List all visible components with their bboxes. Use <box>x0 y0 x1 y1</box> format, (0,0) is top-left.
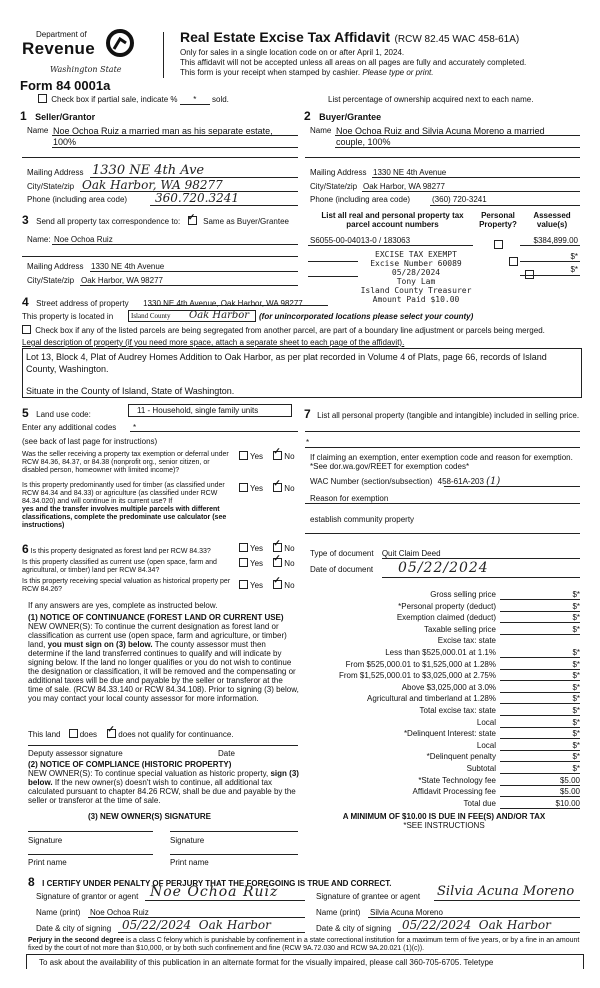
timber-yes-checkbox[interactable] <box>239 483 248 492</box>
does-not-qualify-checkbox[interactable] <box>107 729 116 738</box>
see-instructions: *SEE INSTRUCTIONS <box>403 821 485 830</box>
located-in-label: This property is located in <box>22 312 114 321</box>
current-use-question: Is this property classified as current use (open space, farm and agricultural, or timber) land per RCW 84.34? <box>22 559 217 574</box>
tax-row-value[interactable]: $* <box>500 764 580 774</box>
tax-row-value[interactable]: $* <box>500 741 580 751</box>
current-use-no-checkbox[interactable] <box>273 558 282 567</box>
assessed-value-1[interactable]: $384,899.00 <box>533 236 578 245</box>
notice-compliance-text: NEW OWNER(S): To continue special valuation as historic property, sign (3) below. If the new owner(s) doesn't wish to continue, all additional tax calculated pursuant to chapter 84.26 RCW, shall be due and payable by the seller or transferor at the time of sale. <box>28 769 299 805</box>
document-date[interactable]: 05/22/2024 <box>398 560 489 576</box>
tax-row-value[interactable]: $* <box>500 613 580 623</box>
city-hand[interactable]: Oak Harbor <box>189 310 250 321</box>
seller-mailing[interactable]: 1330 NE 4th Ave <box>92 163 205 178</box>
tax-row <box>300 717 580 729</box>
tax-row-label: *Delinquent penalty <box>426 752 496 762</box>
header-note-1: Only for sales in a single location code on or after April 1, 2024. <box>180 48 405 57</box>
timber-yes-no: Yes ✓ No <box>239 483 295 493</box>
tax-row-label: Local <box>476 717 496 727</box>
seller-phone[interactable]: 360.720.3241 <box>155 191 239 205</box>
tax-row <box>300 693 580 705</box>
deputy-signature-label: Deputy assessor signature <box>28 749 123 758</box>
grantee-date-city-label: Date & city of signing <box>316 924 392 933</box>
exemption-intro: If claiming an exemption, enter exemption code and reason for exemption. *See dor.wa.gov/REET for exemption codes* <box>310 453 573 471</box>
buyer-phone[interactable]: (360) 720-3241 <box>432 195 487 204</box>
corr-name-label: Name: <box>27 235 51 244</box>
tax-row-value[interactable]: $* <box>500 590 580 600</box>
tax-row <box>300 763 580 775</box>
tax-row-value[interactable]: $5.00 <box>500 776 580 786</box>
tax-row-label: Local <box>476 740 496 750</box>
forest-question: 6 Is this property designated as forest land per RCW 84.33? <box>22 542 211 556</box>
tax-row-label: Exemption claimed (deduct) <box>396 613 496 623</box>
tax-row <box>300 705 580 717</box>
corr-city[interactable]: Oak Harbor, WA 98277 <box>81 276 163 285</box>
if-yes-note: If any answers are yes, complete as instructed below. <box>28 601 218 610</box>
tax-row-value[interactable]: $5.00 <box>500 787 580 797</box>
assessed-value-2[interactable]: $* <box>570 252 578 261</box>
owner-signature-label-1: Signature <box>28 836 63 845</box>
buyer-name-label: Name <box>310 126 332 135</box>
parcel-col-header: List all real and personal property tax parcel account numbers <box>321 211 464 229</box>
logo-department: Department of <box>36 30 87 39</box>
tax-row-label: *Personal property (deduct) <box>398 601 496 611</box>
grantor-date-city-label: Date & city of signing <box>36 924 112 933</box>
buyer-name-2[interactable]: couple, 100% <box>336 137 391 147</box>
owner-print-name-label-2: Print name <box>170 858 209 867</box>
buyer-city-label: City/State/zip <box>310 182 358 191</box>
tax-correspondence-heading: 3 Send all property tax correspondence to: ✓ Same as Buyer/Grantee <box>22 211 289 229</box>
tax-row <box>300 728 580 740</box>
grantee-name-print[interactable]: Silvia Acuna Moreno <box>370 908 443 917</box>
tax-row-value[interactable]: $* <box>500 694 580 704</box>
tax-row-label: Total excise tax: state <box>419 706 496 715</box>
tax-row-label: From $1,525,000.01 to $3,025,000 at 2.75% <box>338 671 496 681</box>
seller-mailing-label: Mailing Address <box>27 168 84 177</box>
tax-row-value[interactable]: $* <box>500 683 580 693</box>
buyer-name[interactable]: Noe Ochoa Ruiz and Silvia Acuna Moreno a married <box>336 126 545 136</box>
parcel-number-1[interactable]: S6055-00-04013-0 / 183063 <box>310 236 411 245</box>
tax-row-value[interactable]: $* <box>500 718 580 728</box>
tax-row-label: Gross selling price <box>430 590 496 599</box>
grantee-date-city[interactable]: 05/22/2024 Oak Harbor <box>402 918 551 932</box>
footer-text: To ask about the availability of this publication in an alternate format for the visually impaired, please call 360-705-6705. Teletype <box>39 958 494 967</box>
buyer-mailing[interactable]: 1330 NE 4th Avenue <box>373 168 447 177</box>
corr-mailing-label: Mailing Address <box>27 262 84 271</box>
document-date-label: Date of document <box>310 565 374 574</box>
exemption-question: Was the seller receiving a property tax exemption or deferral under RCW 84.36, 84.37, or 84.38 (nonprofit org., senior citizen, or disabled person, homeowner with limited income)? <box>22 451 229 474</box>
notice-continuance-text: NEW OWNER(S): To continue the current designation as forest land or classification as current use (open space, farm and agriculture, or timber) land, you must sign on (3) below. The county assessor must then determine if the land transferred continues to qualify and will indicate by signing below. If the land no longer qualifies or you do not wish to continue the designation or classification, it will be removed and the compensating or additional taxes will be due and payable by the seller or transferor at the time of sale. (RCW 84.33.140 or RCW 84.34.108). Prior to signing (3) below, you may contact your local county assessor for more information. <box>28 622 299 703</box>
notice-compliance-title: (2) NOTICE OF COMPLIANCE (HISTORIC PROPERTY) <box>28 760 232 769</box>
grantee-signature[interactable]: Silvia Acuna Moreno <box>437 884 575 899</box>
tax-row-label: From $525,000.01 to $1,525,000 at 1.28% <box>345 659 496 669</box>
tax-row <box>300 601 580 613</box>
grantor-name-label: Name (print) <box>36 908 81 917</box>
minimum-due-note: A MINIMUM OF $10.00 IS DUE IN FEE(S) AND/OR TAX <box>342 812 546 821</box>
corr-name[interactable]: Noe Ochoa Ruiz <box>54 235 113 244</box>
property-street: 4 Street address of property 1330 NE 4th Avenue, Oak Harbor, WA 98277 <box>22 295 303 309</box>
tax-row <box>300 612 580 624</box>
historic-yes-no: Yes ✓ No <box>239 580 295 590</box>
notice-continuance-title: (1) NOTICE OF CONTINUANCE (FOREST LAND OR CURRENT USE) <box>28 613 284 622</box>
owner-signature-label-2: Signature <box>170 836 205 845</box>
tax-row <box>300 786 580 798</box>
see-back: (see back of last page for instructions) <box>22 437 158 446</box>
header-divider <box>163 32 164 78</box>
partial-sale: Check box if partial sale, indicate % * sold. <box>38 94 229 105</box>
deputy-date-label: Date <box>218 749 235 758</box>
legal-description-box[interactable]: Lot 13, Block 4, Plat of Audrey Homes Addition to Oak Harbor, as per plat recorded in Volume 4 of Plats, page 66, records of Island County, Washington. Situate in the County of Island, State of Washington. <box>22 348 582 398</box>
tax-row <box>300 751 580 763</box>
tax-row <box>300 635 580 647</box>
forest-yes-checkbox[interactable] <box>239 543 248 552</box>
tax-row-value[interactable]: $10.00 <box>500 799 580 809</box>
wac-row: WAC Number (section/subsection) 458-61A-203 (1) <box>310 476 501 487</box>
tax-row <box>300 589 580 601</box>
tax-row-value[interactable]: $* <box>500 625 580 635</box>
tax-row <box>300 682 580 694</box>
seller-name[interactable]: Noe Ochoa Ruiz a married man as his separate estate, <box>53 126 273 136</box>
logo-swirl-icon <box>106 29 134 57</box>
partial-sale-checkbox[interactable] <box>38 94 47 103</box>
personal-property-checkbox-1[interactable] <box>494 240 503 249</box>
street-address[interactable]: 1330 NE 4th Avenue, Oak Harbor, WA 98277 <box>143 299 303 308</box>
tax-row-label: *Delinquent Interest: state <box>403 729 496 739</box>
tax-row <box>300 740 580 752</box>
same-as-buyer-checkbox[interactable] <box>188 216 197 225</box>
qualify-row: This land does ✓ does not qualify for continuance. <box>28 729 233 739</box>
exemption-no-checkbox[interactable] <box>273 451 282 460</box>
seller-phone-label: Phone (including area code) <box>27 195 128 204</box>
corr-city-label: City/State/zip <box>27 276 75 285</box>
logo-washington-state: Washington State <box>50 65 122 74</box>
tax-row-value[interactable]: $* <box>500 729 580 739</box>
historic-no-checkbox[interactable] <box>273 580 282 589</box>
does-qualify-checkbox[interactable] <box>69 729 78 738</box>
seller-name-2[interactable]: 100% <box>53 137 77 147</box>
tax-row-label: Total due <box>463 798 496 808</box>
tax-row-value[interactable]: $* <box>500 660 580 670</box>
tax-row-label: Above $3,025,000 at 3.0% <box>401 682 496 692</box>
exemption-reason[interactable]: establish community property <box>310 515 415 524</box>
header-note-3: This form is your receipt when stamped by cashier. Please type or print. <box>180 68 434 77</box>
legal-label: Legal description of property (if you need more space, attach a separate sheet to each page of the affidavit). <box>22 338 405 347</box>
document-type[interactable]: Quit Claim Deed <box>381 549 441 558</box>
current-use-yes-no: Yes ✓ No <box>239 558 295 568</box>
segregated-row: Check box if any of the listed parcels are being segregated from another parcel, are part of a boundary line adjustment or parcels being merged. <box>22 325 545 335</box>
tax-row-label: Excise tax: state <box>437 636 496 646</box>
grantee-signature-label: Signature of grantee or agent <box>316 892 421 901</box>
timber-no-checkbox[interactable] <box>273 483 282 492</box>
tax-row-value[interactable]: $* <box>500 671 580 681</box>
tax-row-label: Agricultural and timberland at 1.28% <box>367 694 496 704</box>
new-owner-signature-title: (3) NEW OWNER(S) SIGNATURE <box>88 812 211 821</box>
tax-row <box>300 775 580 787</box>
tax-row <box>300 647 580 659</box>
land-use-code[interactable]: 11 - Household, single family units <box>128 404 292 417</box>
additional-codes[interactable]: * <box>133 423 137 432</box>
grantor-signature-label: Signature of grantor or agent <box>36 892 139 901</box>
seller-city-label: City/State/zip <box>27 182 75 191</box>
tax-row-value[interactable]: $* <box>500 648 580 658</box>
reason-label: Reason for exemption <box>310 494 389 503</box>
buyer-mailing-label: Mailing Address <box>310 168 367 177</box>
exemption-yes-checkbox[interactable] <box>239 451 248 460</box>
grantor-date-city[interactable]: 05/22/2024 Oak Harbor <box>122 918 271 932</box>
form-title: Real Estate Excise Tax Affidavit (RCW 82.45 WAC 458-61A) <box>180 29 520 45</box>
footer-box <box>26 954 584 969</box>
seller-name-label: Name <box>27 126 49 135</box>
exemption-yes-no: Yes ✓ No <box>239 451 295 461</box>
buyer-phone-label: Phone (including area code) <box>310 195 411 204</box>
owner-print-name-label-1: Print name <box>28 858 67 867</box>
grantor-name-print[interactable]: Noe Ochoa Ruiz <box>90 908 149 917</box>
partial-percent[interactable]: * <box>180 95 210 105</box>
tax-row <box>300 798 580 810</box>
tax-row-value[interactable]: $* <box>500 752 580 762</box>
wac-number[interactable]: 458-61A-203 <box>437 477 484 486</box>
perjury-notice: Perjury in the second degree is a class C felony which is punishable by confinement in a state correctional institution for a maximum term of five years, or by a fine in an amount fixed by the court of not more than $10,000, or by both such confinement and fine (RCW 9A.72.030 and RCW 9A.20.021 (1)(c)). <box>28 937 580 952</box>
timber-question-bold: yes and the transfer involves multiple parcels with different classifications, complete the predominate use calculator (see instructions) <box>22 506 227 529</box>
ownership-note: List percentage of ownership acquired next to each name. <box>328 95 534 104</box>
personal-property-value[interactable]: * <box>306 438 310 447</box>
tax-row <box>300 624 580 636</box>
assessed-value-3[interactable]: $* <box>570 265 578 274</box>
tax-row-label: Taxable selling price <box>423 624 496 634</box>
tax-row-label: Less than $525,000.01 at 1.1% <box>385 648 496 657</box>
tax-row-value[interactable]: $* <box>500 602 580 612</box>
grantee-name-label: Name (print) <box>316 908 361 917</box>
assessed-value-col-header: Assessed value(s) <box>533 211 571 229</box>
wac-subsection[interactable]: (1) <box>486 476 501 487</box>
tax-row <box>300 670 580 682</box>
excise-stamp: EXCISE TAX EXEMPT Excise Number 60089 05/28/2024 Tony Lam Island County Treasurer Amount Paid $10.00 <box>360 250 472 304</box>
tax-row-label: *State Technology fee <box>418 775 496 785</box>
document-type-row: Type of document Quit Claim Deed <box>310 549 441 558</box>
personal-property-col-header: Personal Property? <box>479 211 517 229</box>
timber-question: Is this property predominantly used for timber (as classified under RCW 84.34 and 84.33) or agriculture (as classified under RCW 84.34.020) and will continue in its current use? If <box>22 482 225 505</box>
seller-city[interactable]: Oak Harbor, WA 98277 <box>82 178 223 192</box>
buyer-city[interactable]: Oak Harbor, WA 98277 <box>363 182 445 191</box>
current-use-yes-checkbox[interactable] <box>239 558 248 567</box>
additional-codes-label: Enter any additional codes <box>22 423 117 432</box>
grantor-signature[interactable]: Noe Ochoa Ruiz <box>150 884 279 900</box>
tax-row-label: Affidavit Processing fee <box>412 787 496 797</box>
form-number: Form 84 0001a <box>20 78 111 93</box>
seller-heading: 1 Seller/Grantor <box>20 109 96 123</box>
certify-heading: 8 I CERTIFY UNDER PENALTY OF PERJURY THAT THE FOREGOING IS TRUE AND CORRECT. <box>28 875 392 889</box>
forest-yes-no: Yes ✓ No <box>239 543 295 553</box>
corr-mailing[interactable]: 1330 NE 4th Avenue <box>91 262 165 271</box>
header-note-2: This affidavit will not be accepted unless all areas on all pages are fully and accurately completed. <box>180 58 527 67</box>
county-select[interactable]: Island County Oak Harbor <box>128 310 256 322</box>
personal-property-checkbox-2[interactable] <box>509 257 518 266</box>
tax-row <box>300 659 580 671</box>
tax-row-label: Subtotal <box>466 764 496 773</box>
historic-yes-checkbox[interactable] <box>239 580 248 589</box>
logo-revenue: Revenue <box>22 39 95 58</box>
revenue-logo <box>20 29 138 73</box>
unincorporated-note: (for unincorporated locations please select your county) <box>259 312 474 321</box>
forest-no-checkbox[interactable] <box>273 543 282 552</box>
segregated-checkbox[interactable] <box>22 325 31 334</box>
tax-row-value[interactable]: $* <box>500 706 580 716</box>
personal-property-heading: 7 List all personal property (tangible and intangible) included in selling price. <box>304 407 580 421</box>
historic-question: Is this property receiving special valuation as historical property per RCW 84.26? <box>22 578 231 593</box>
buyer-heading: 2 Buyer/Grantee <box>304 109 382 123</box>
land-use-heading: 5 Land use code: <box>22 406 91 420</box>
